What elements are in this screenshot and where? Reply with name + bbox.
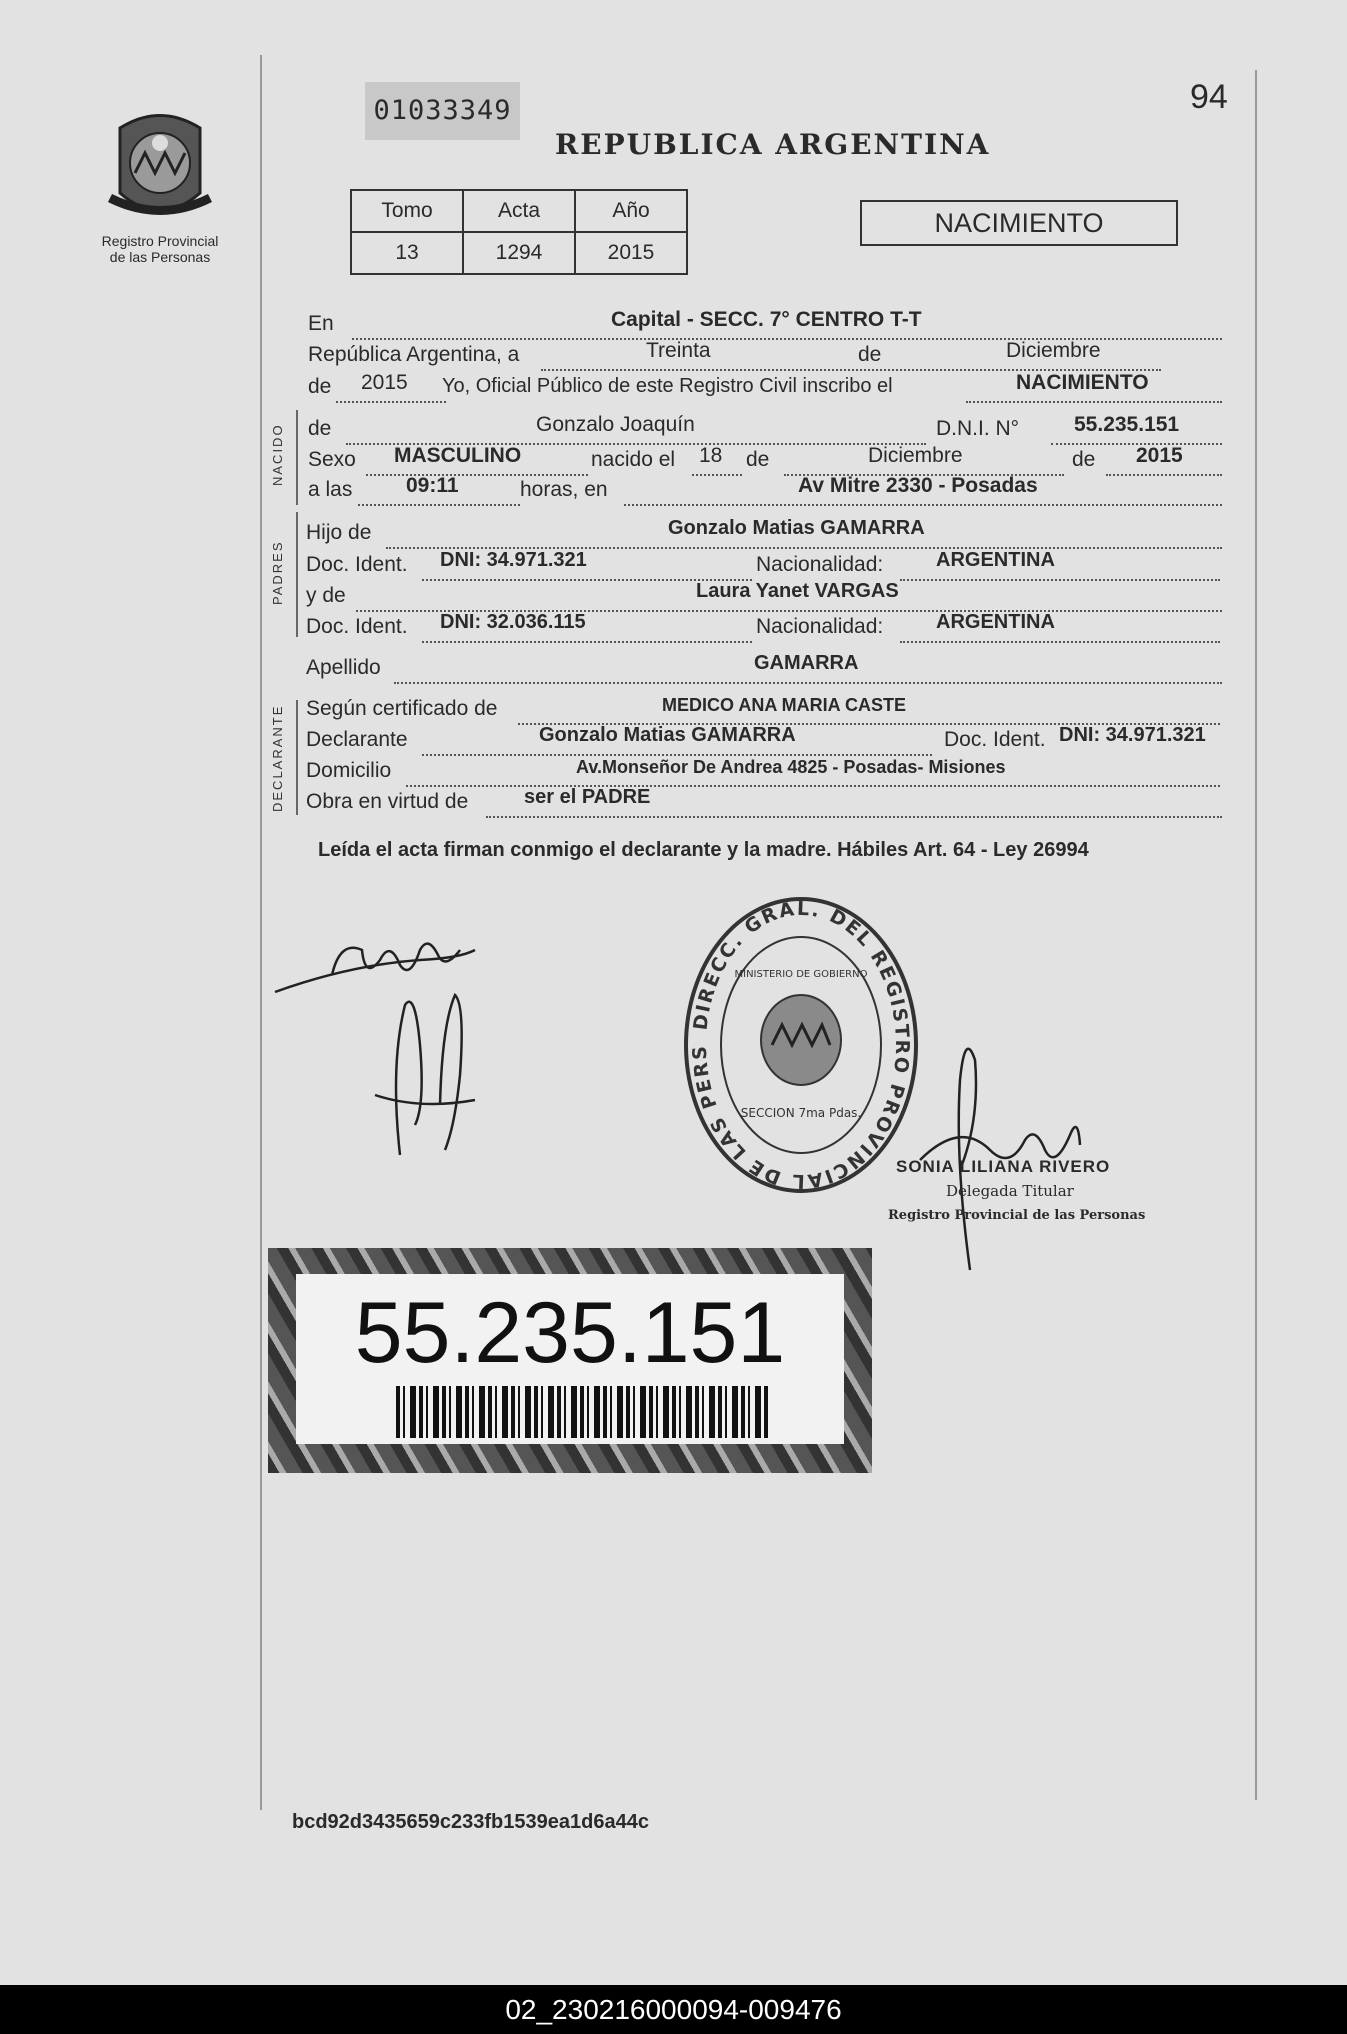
section-label-parents: PADRES [270,540,285,605]
value-tomo: 13 [351,232,463,274]
registry-name-line1: Registro Provincial [101,233,219,249]
apellido-label: Apellido [306,656,381,679]
obra-value: ser el PADRE [524,786,651,808]
record-type-box: NACIMIENTO [860,200,1178,246]
mother-name: Laura Yanet VARGAS [696,580,899,602]
barcode-number: 55.235.151 [354,1285,786,1381]
birth-month: Diciembre [868,444,963,467]
stamp-outer-text: DIRECC. GRAL. DEL REGISTRO PROVINCIAL DE LAS PERS [688,897,914,1193]
official-name: SONIA LILIANA RIVERO [896,1157,1111,1176]
registry-name [60,233,260,265]
registry-logo [90,98,230,233]
declarante-doc-label: Doc. Ident. [944,728,1046,751]
doc-label: Doc. Ident. [306,553,408,576]
value-acta: 1294 [463,232,575,274]
row-name [306,413,1226,447]
declarante-value: Gonzalo Matias GAMARRA [539,724,796,746]
right-margin-line [1255,70,1257,1800]
mother-nationality: ARGENTINA [936,611,1055,633]
father-name: Gonzalo Matias GAMARRA [668,517,925,539]
republic-label: República Argentina, a [308,343,520,366]
serial-number: 01033349 [365,82,520,140]
registry-name-line2: de las Personas [109,249,211,265]
sexo-label: Sexo [308,448,356,471]
mother-doc: DNI: 32.036.115 [440,611,586,633]
value-ano: 2015 [575,232,687,274]
section-label-born: NACIDO [270,423,285,486]
child-name: Gonzalo Joaquín [536,413,695,436]
row-apellido [306,652,1226,686]
father-doc: DNI: 34.971.321 [440,549,587,571]
father-nationality: ARGENTINA [936,549,1055,571]
header-tomo: Tomo [351,190,463,232]
stamp-section-text: SECCION 7ma Pdas. [740,1106,862,1120]
doc-label: Doc. Ident. [306,615,408,638]
a-las-label: a las [308,478,353,501]
inscribo-text: Yo, Oficial Público de este Registro Civil inscribo el [442,375,893,397]
birth-place: Av Mitre 2330 - Posadas [798,474,1038,497]
birth-year: 2015 [1136,444,1183,467]
official-office: Registro Provincial de las Personas [888,1208,1146,1223]
signature-official [900,1020,1100,1280]
barcode-sticker [268,1248,872,1473]
official-stamp [682,895,920,1195]
row-inscribo [306,371,1226,405]
apellido-value: GAMARRA [754,652,859,674]
hijo-label: Hijo de [306,521,372,544]
section-line-parents [296,512,298,637]
official-title: Delegada Titular [946,1182,1074,1200]
de-label: de [1072,448,1096,471]
place-value: Capital - SECC. 7° CENTRO T-T [611,308,922,331]
page-number: 94 [1190,78,1228,116]
birth-time: 09:11 [406,474,459,497]
de-label: de [746,448,770,471]
row-padre-doc [306,549,1226,583]
nac-label: Nacionalidad: [756,553,884,576]
horas-label: horas, en [520,478,608,501]
cert-value: MEDICO ANA MARIA CASTE [662,695,906,715]
record-table [350,189,688,275]
declarante-doc: DNI: 34.971.321 [1059,724,1206,746]
country-title: REPUBLICA ARGENTINA [555,128,991,161]
barcode-label [296,1274,844,1444]
barcode-bars [396,1386,768,1438]
footer-code: 02_230216000094-009476 [0,1985,1347,2034]
section-line-born [296,410,298,505]
row-obra [306,786,1226,820]
signature-mother [370,985,480,1160]
en-label: En [308,312,334,335]
row-padre [306,517,1226,551]
birth-day: 18 [699,444,723,467]
row-en [306,308,1226,342]
cert-label: Según certificado de [306,697,498,720]
month-value: Diciembre [1006,339,1101,362]
obra-label: Obra en virtud de [306,790,469,813]
row-madre [306,580,1226,614]
de-label: de [858,343,882,366]
row-domicilio [306,759,1226,789]
header-acta: Acta [463,190,575,232]
nac-label: Nacionalidad: [756,615,884,638]
row-madre-doc [306,611,1226,645]
stamp-inner-text: MINISTERIO DE GOBIERNO [734,969,868,980]
domicilio-label: Domicilio [306,759,392,782]
row-declarante [306,724,1226,758]
inscribo-value: NACIMIENTO [1016,371,1149,394]
nacido-label: nacido el [591,448,676,471]
header-ano: Año [575,190,687,232]
declarante-label: Declarante [306,728,408,751]
year-value: 2015 [361,371,408,394]
left-margin-line [260,55,262,1810]
dni-label: D.N.I. N° [936,417,1020,440]
closing-text: Leída el acta firman conmigo el declarante y la madre. Hábiles Art. 64 - Ley 26994 [318,839,1089,861]
de-label: de [308,375,332,398]
yde-label: y de [306,584,346,607]
row-certificado [306,697,1226,727]
domicilio-value: Av.Monseñor De Andrea 4825 - Posadas- Misiones [576,757,1006,777]
de-label: de [308,417,332,440]
sexo-value: MASCULINO [394,444,522,467]
document-hash: bcd92d3435659c233fb1539ea1d6a44c [292,1811,649,1833]
dni-value: 55.235.151 [1074,413,1180,436]
row-republica [306,339,1226,373]
day-value: Treinta [646,339,711,362]
section-label-declarant: DECLARANTE [270,704,285,812]
section-line-declarant [296,700,298,815]
row-hora [306,474,1226,508]
